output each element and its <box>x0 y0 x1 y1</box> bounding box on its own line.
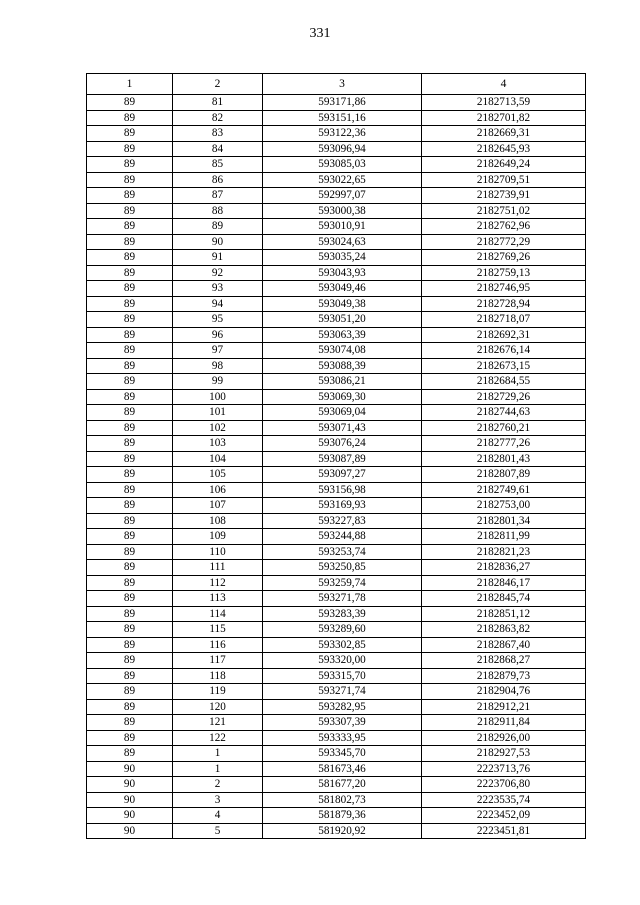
cell-point: 91 <box>173 250 263 266</box>
cell-section: 89 <box>87 219 173 235</box>
cell-y: 2182718,07 <box>422 312 586 328</box>
table-row <box>87 343 586 359</box>
cell-point: 117 <box>173 653 263 669</box>
cell-y: 2182821,23 <box>422 544 586 560</box>
cell-y: 2182739,91 <box>422 188 586 204</box>
cell-section: 89 <box>87 250 173 266</box>
cell-point: 97 <box>173 343 263 359</box>
table-row <box>87 141 586 157</box>
column-header-4: 4 <box>422 74 586 95</box>
table-row <box>87 281 586 297</box>
cell-y: 2182911,84 <box>422 715 586 731</box>
cell-section: 89 <box>87 327 173 343</box>
cell-y: 2182701,82 <box>422 110 586 126</box>
table-row <box>87 560 586 576</box>
cell-point: 82 <box>173 110 263 126</box>
cell-point: 103 <box>173 436 263 452</box>
cell-section: 89 <box>87 560 173 576</box>
cell-x: 593088,39 <box>263 358 422 374</box>
cell-y: 2182676,14 <box>422 343 586 359</box>
cell-point: 88 <box>173 203 263 219</box>
cell-section: 90 <box>87 823 173 839</box>
table-row <box>87 482 586 498</box>
cell-x: 593302,85 <box>263 637 422 653</box>
table-row <box>87 172 586 188</box>
cell-point: 84 <box>173 141 263 157</box>
cell-y: 2182744,63 <box>422 405 586 421</box>
cell-point: 90 <box>173 234 263 250</box>
table-row <box>87 699 586 715</box>
cell-x: 581677,20 <box>263 777 422 793</box>
cell-section: 89 <box>87 730 173 746</box>
table-row <box>87 823 586 839</box>
table-row <box>87 513 586 529</box>
cell-section: 89 <box>87 606 173 622</box>
cell-point: 109 <box>173 529 263 545</box>
cell-point: 92 <box>173 265 263 281</box>
cell-section: 90 <box>87 808 173 824</box>
cell-point: 107 <box>173 498 263 514</box>
cell-point: 1 <box>173 746 263 762</box>
cell-point: 120 <box>173 699 263 715</box>
cell-x: 593074,08 <box>263 343 422 359</box>
cell-point: 4 <box>173 808 263 824</box>
cell-y: 2182845,74 <box>422 591 586 607</box>
cell-x: 593289,60 <box>263 622 422 638</box>
cell-point: 81 <box>173 95 263 111</box>
cell-point: 3 <box>173 792 263 808</box>
cell-y: 2182762,96 <box>422 219 586 235</box>
cell-x: 581802,73 <box>263 792 422 808</box>
cell-x: 593087,89 <box>263 451 422 467</box>
table-row <box>87 374 586 390</box>
cell-y: 2182926,00 <box>422 730 586 746</box>
cell-section: 89 <box>87 699 173 715</box>
table-row <box>87 467 586 483</box>
cell-x: 593022,65 <box>263 172 422 188</box>
cell-section: 89 <box>87 420 173 436</box>
table-row <box>87 265 586 281</box>
cell-point: 106 <box>173 482 263 498</box>
cell-y: 2182684,55 <box>422 374 586 390</box>
cell-y: 2223535,74 <box>422 792 586 808</box>
cell-y: 2182728,94 <box>422 296 586 312</box>
cell-x: 593122,36 <box>263 126 422 142</box>
table-row <box>87 126 586 142</box>
cell-point: 94 <box>173 296 263 312</box>
cell-x: 593271,74 <box>263 684 422 700</box>
table-row <box>87 157 586 173</box>
cell-section: 89 <box>87 157 173 173</box>
cell-y: 2182759,13 <box>422 265 586 281</box>
column-header-1: 1 <box>87 74 173 95</box>
table-row <box>87 498 586 514</box>
cell-section: 89 <box>87 374 173 390</box>
cell-section: 89 <box>87 746 173 762</box>
cell-point: 86 <box>173 172 263 188</box>
cell-section: 89 <box>87 715 173 731</box>
cell-y: 2182801,34 <box>422 513 586 529</box>
cell-point: 89 <box>173 219 263 235</box>
table-row <box>87 792 586 808</box>
cell-point: 105 <box>173 467 263 483</box>
table-row <box>87 668 586 684</box>
cell-point: 93 <box>173 281 263 297</box>
cell-section: 89 <box>87 110 173 126</box>
cell-y: 2182879,73 <box>422 668 586 684</box>
cell-y: 2182729,26 <box>422 389 586 405</box>
cell-section: 90 <box>87 792 173 808</box>
cell-y: 2182807,89 <box>422 467 586 483</box>
cell-point: 118 <box>173 668 263 684</box>
cell-section: 89 <box>87 653 173 669</box>
cell-y: 2182753,00 <box>422 498 586 514</box>
cell-x: 593071,43 <box>263 420 422 436</box>
table-row <box>87 188 586 204</box>
cell-point: 108 <box>173 513 263 529</box>
cell-point: 110 <box>173 544 263 560</box>
cell-y: 2223713,76 <box>422 761 586 777</box>
cell-x: 593320,00 <box>263 653 422 669</box>
cell-y: 2223451,81 <box>422 823 586 839</box>
cell-point: 85 <box>173 157 263 173</box>
cell-section: 89 <box>87 637 173 653</box>
cell-x: 593000,38 <box>263 203 422 219</box>
cell-section: 89 <box>87 591 173 607</box>
cell-x: 593043,93 <box>263 265 422 281</box>
table-row <box>87 575 586 591</box>
table-row <box>87 219 586 235</box>
cell-section: 89 <box>87 436 173 452</box>
cell-point: 112 <box>173 575 263 591</box>
table-row <box>87 684 586 700</box>
table-row <box>87 606 586 622</box>
cell-point: 114 <box>173 606 263 622</box>
table-row <box>87 405 586 421</box>
cell-y: 2182692,31 <box>422 327 586 343</box>
cell-y: 2182772,29 <box>422 234 586 250</box>
cell-y: 2182863,82 <box>422 622 586 638</box>
cell-y: 2182777,26 <box>422 436 586 452</box>
cell-point: 99 <box>173 374 263 390</box>
table-row <box>87 327 586 343</box>
cell-section: 89 <box>87 544 173 560</box>
cell-y: 2182709,51 <box>422 172 586 188</box>
cell-y: 2182751,02 <box>422 203 586 219</box>
cell-x: 593169,93 <box>263 498 422 514</box>
column-header-2: 2 <box>173 74 263 95</box>
cell-x: 593086,21 <box>263 374 422 390</box>
cell-x: 592997,07 <box>263 188 422 204</box>
table-row <box>87 544 586 560</box>
cell-section: 89 <box>87 296 173 312</box>
table-row <box>87 451 586 467</box>
cell-section: 89 <box>87 513 173 529</box>
cell-x: 581879,36 <box>263 808 422 824</box>
table-body <box>87 95 586 839</box>
cell-y: 2182645,93 <box>422 141 586 157</box>
cell-y: 2182867,40 <box>422 637 586 653</box>
cell-y: 2182713,59 <box>422 95 586 111</box>
table-row <box>87 777 586 793</box>
cell-section: 89 <box>87 343 173 359</box>
cell-section: 89 <box>87 467 173 483</box>
cell-y: 2182749,61 <box>422 482 586 498</box>
table-row <box>87 761 586 777</box>
cell-point: 102 <box>173 420 263 436</box>
cell-section: 89 <box>87 141 173 157</box>
cell-y: 2182673,15 <box>422 358 586 374</box>
cell-x: 593063,39 <box>263 327 422 343</box>
cell-point: 101 <box>173 405 263 421</box>
cell-x: 593069,04 <box>263 405 422 421</box>
cell-point: 121 <box>173 715 263 731</box>
cell-x: 593051,20 <box>263 312 422 328</box>
cell-section: 89 <box>87 188 173 204</box>
cell-y: 2182769,26 <box>422 250 586 266</box>
cell-y: 2182649,24 <box>422 157 586 173</box>
cell-section: 89 <box>87 684 173 700</box>
cell-point: 1 <box>173 761 263 777</box>
cell-y: 2182927,53 <box>422 746 586 762</box>
cell-x: 593283,39 <box>263 606 422 622</box>
cell-point: 100 <box>173 389 263 405</box>
cell-x: 593049,38 <box>263 296 422 312</box>
cell-section: 89 <box>87 126 173 142</box>
cell-x: 593156,98 <box>263 482 422 498</box>
cell-point: 5 <box>173 823 263 839</box>
cell-point: 119 <box>173 684 263 700</box>
cell-point: 2 <box>173 777 263 793</box>
cell-x: 593151,16 <box>263 110 422 126</box>
table-row <box>87 653 586 669</box>
cell-x: 593024,63 <box>263 234 422 250</box>
cell-point: 96 <box>173 327 263 343</box>
table-row <box>87 591 586 607</box>
cell-x: 593271,78 <box>263 591 422 607</box>
cell-section: 89 <box>87 234 173 250</box>
table-row <box>87 95 586 111</box>
cell-point: 95 <box>173 312 263 328</box>
cell-section: 89 <box>87 668 173 684</box>
cell-x: 593227,83 <box>263 513 422 529</box>
cell-section: 89 <box>87 451 173 467</box>
cell-y: 2182760,21 <box>422 420 586 436</box>
coordinates-table <box>86 73 586 839</box>
table-row <box>87 312 586 328</box>
cell-x: 593010,91 <box>263 219 422 235</box>
table-row <box>87 622 586 638</box>
cell-x: 593244,88 <box>263 529 422 545</box>
cell-section: 89 <box>87 405 173 421</box>
cell-y: 2182669,31 <box>422 126 586 142</box>
cell-point: 104 <box>173 451 263 467</box>
cell-section: 89 <box>87 281 173 297</box>
cell-point: 113 <box>173 591 263 607</box>
cell-x: 593282,95 <box>263 699 422 715</box>
cell-section: 89 <box>87 265 173 281</box>
table-row <box>87 110 586 126</box>
table-row <box>87 358 586 374</box>
cell-section: 89 <box>87 358 173 374</box>
table-row <box>87 389 586 405</box>
cell-x: 593333,95 <box>263 730 422 746</box>
table-row <box>87 746 586 762</box>
cell-x: 593250,85 <box>263 560 422 576</box>
cell-section: 89 <box>87 203 173 219</box>
cell-point: 122 <box>173 730 263 746</box>
cell-point: 83 <box>173 126 263 142</box>
cell-x: 593049,46 <box>263 281 422 297</box>
cell-x: 593085,03 <box>263 157 422 173</box>
cell-point: 115 <box>173 622 263 638</box>
cell-section: 90 <box>87 761 173 777</box>
cell-x: 593069,30 <box>263 389 422 405</box>
cell-point: 111 <box>173 560 263 576</box>
table-row <box>87 436 586 452</box>
table-row <box>87 730 586 746</box>
table-header-row <box>87 74 586 95</box>
cell-y: 2182904,76 <box>422 684 586 700</box>
cell-y: 2182851,12 <box>422 606 586 622</box>
cell-y: 2182846,17 <box>422 575 586 591</box>
cell-x: 593253,74 <box>263 544 422 560</box>
cell-section: 89 <box>87 498 173 514</box>
cell-point: 87 <box>173 188 263 204</box>
cell-x: 593259,74 <box>263 575 422 591</box>
cell-x: 593345,70 <box>263 746 422 762</box>
cell-x: 593097,27 <box>263 467 422 483</box>
cell-y: 2182836,27 <box>422 560 586 576</box>
cell-section: 89 <box>87 172 173 188</box>
cell-section: 89 <box>87 389 173 405</box>
cell-section: 89 <box>87 529 173 545</box>
cell-section: 89 <box>87 575 173 591</box>
cell-x: 593171,86 <box>263 95 422 111</box>
cell-point: 98 <box>173 358 263 374</box>
cell-section: 89 <box>87 312 173 328</box>
cell-section: 89 <box>87 95 173 111</box>
cell-x: 593315,70 <box>263 668 422 684</box>
page-number: 331 <box>309 26 331 41</box>
table-row <box>87 715 586 731</box>
cell-x: 593096,94 <box>263 141 422 157</box>
table-row <box>87 296 586 312</box>
cell-section: 90 <box>87 777 173 793</box>
table-row <box>87 420 586 436</box>
table-row <box>87 234 586 250</box>
table-row <box>87 637 586 653</box>
cell-y: 2182746,95 <box>422 281 586 297</box>
cell-x: 593307,39 <box>263 715 422 731</box>
cell-x: 581673,46 <box>263 761 422 777</box>
cell-y: 2182868,27 <box>422 653 586 669</box>
cell-x: 593076,24 <box>263 436 422 452</box>
cell-section: 89 <box>87 482 173 498</box>
cell-y: 2182912,21 <box>422 699 586 715</box>
cell-x: 593035,24 <box>263 250 422 266</box>
table-row <box>87 529 586 545</box>
cell-y: 2223706,80 <box>422 777 586 793</box>
table-row <box>87 203 586 219</box>
cell-section: 89 <box>87 622 173 638</box>
cell-point: 116 <box>173 637 263 653</box>
table-row <box>87 250 586 266</box>
cell-y: 2223452,09 <box>422 808 586 824</box>
cell-x: 581920,92 <box>263 823 422 839</box>
cell-y: 2182801,43 <box>422 451 586 467</box>
table-row <box>87 808 586 824</box>
cell-y: 2182811,99 <box>422 529 586 545</box>
column-header-3: 3 <box>263 74 422 95</box>
